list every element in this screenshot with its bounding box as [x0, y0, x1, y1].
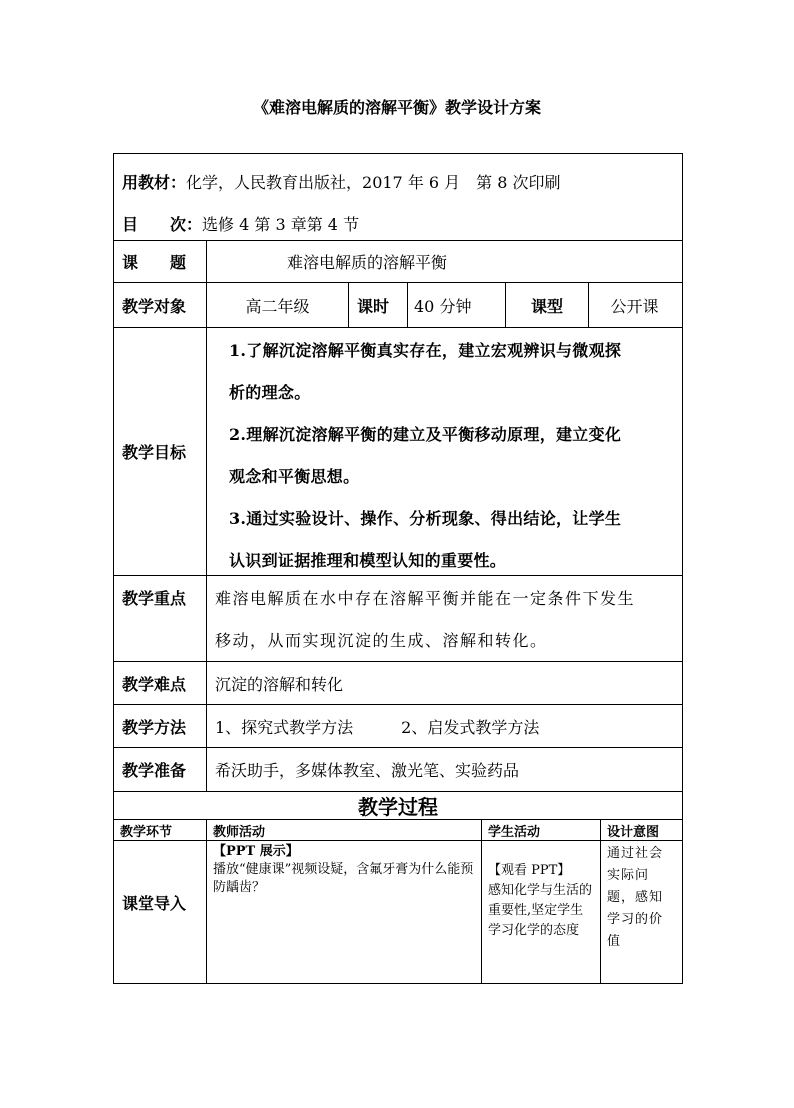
goal-line: 2.理解沉淀溶解平衡的建立及平衡移动原理，建立变化	[229, 425, 622, 444]
goals-label: 教学目标	[122, 443, 187, 462]
hours-value: 40 分钟	[407, 283, 505, 327]
process-row-intro	[114, 840, 682, 983]
type-label: 课型	[505, 283, 588, 327]
key-points-content	[206, 576, 680, 661]
info-row	[114, 154, 682, 240]
goal-line: 3.通过实验设计、操作、分析现象、得出结论，让学生	[229, 509, 622, 528]
difficulty-row	[114, 661, 682, 704]
goal-line: 1.了解沉淀溶解平衡真实存在，建立宏观辨识与微观探	[229, 341, 622, 360]
catalog-label: 目 次：	[122, 215, 203, 234]
key-point-line: 移动，从而实现沉淀的生成、溶解和转化。	[215, 631, 548, 650]
textbook-value: 化学，人民教育出版社，2017 年 6 月 第 8 次印刷	[186, 173, 561, 192]
teacher-tag: 【PPT 展示】	[213, 844, 299, 859]
meta-row	[114, 282, 682, 327]
intent-text: 通过社会实际问题，感知学习的价值	[607, 846, 664, 949]
difficulty-label: 教学难点	[122, 674, 187, 694]
header-stage: 教学环节	[120, 824, 173, 840]
process-title-row	[114, 791, 682, 819]
methods-value: 1、探究式教学方法 2、启发式教学方法	[206, 705, 680, 747]
key-points-row	[114, 575, 682, 661]
topic-value: 难溶电解质的溶解平衡	[206, 241, 680, 282]
goal-line: 观念和平衡思想。	[229, 467, 360, 486]
stage-intro: 课堂导入	[122, 893, 187, 913]
header-teacher: 教师活动	[206, 820, 481, 840]
design-intent	[600, 841, 680, 983]
difficulty-value: 沉淀的溶解和转化	[206, 662, 680, 704]
topic-label: 课 题	[122, 253, 187, 272]
header-intent: 设计意图	[600, 820, 680, 840]
document-title: 《难溶电解质的溶解平衡》教学设计方案	[252, 98, 541, 117]
goals-row	[114, 327, 682, 575]
student-activity	[481, 841, 600, 983]
audience-label: 教学对象	[122, 296, 187, 316]
student-text: 感知化学与生活的重要性,坚定学生学习化学的态度	[488, 883, 593, 938]
textbook-line	[122, 162, 674, 204]
catalog-value: 选修 4 第 3 章第 4 节	[202, 215, 360, 234]
preparation-value: 希沃助手，多媒体教室、激光笔、实验药品	[206, 748, 680, 791]
goals-content	[206, 328, 680, 575]
audience-value: 高二年级	[206, 283, 348, 327]
goal-line: 析的理念。	[229, 383, 311, 402]
key-point-line: 难溶电解质在水中存在溶解平衡并能在一定条件下发生	[215, 589, 636, 608]
process-title: 教学过程	[358, 795, 438, 819]
key-points-label: 教学重点	[122, 589, 187, 608]
teacher-activity	[206, 841, 481, 983]
catalog-line	[122, 204, 674, 246]
process-header-row	[114, 819, 682, 840]
student-tag: 【观看 PPT】	[488, 863, 571, 878]
teacher-text: 播放“健康课”视频设疑，含氟牙膏为什么能预防龋齿？	[213, 862, 474, 895]
methods-label: 教学方法	[122, 717, 187, 737]
lesson-plan-table	[113, 153, 683, 984]
header-student: 学生活动	[481, 820, 600, 840]
preparation-row	[114, 747, 682, 791]
info-cell	[114, 154, 682, 240]
hours-label: 课时	[348, 283, 407, 327]
type-value: 公开课	[588, 283, 680, 327]
textbook-label: 用教材：	[122, 173, 187, 192]
topic-row	[114, 240, 682, 282]
methods-row	[114, 704, 682, 747]
preparation-label: 教学准备	[122, 761, 187, 780]
goal-line: 认识到证据推理和模型认知的重要性。	[229, 551, 507, 570]
